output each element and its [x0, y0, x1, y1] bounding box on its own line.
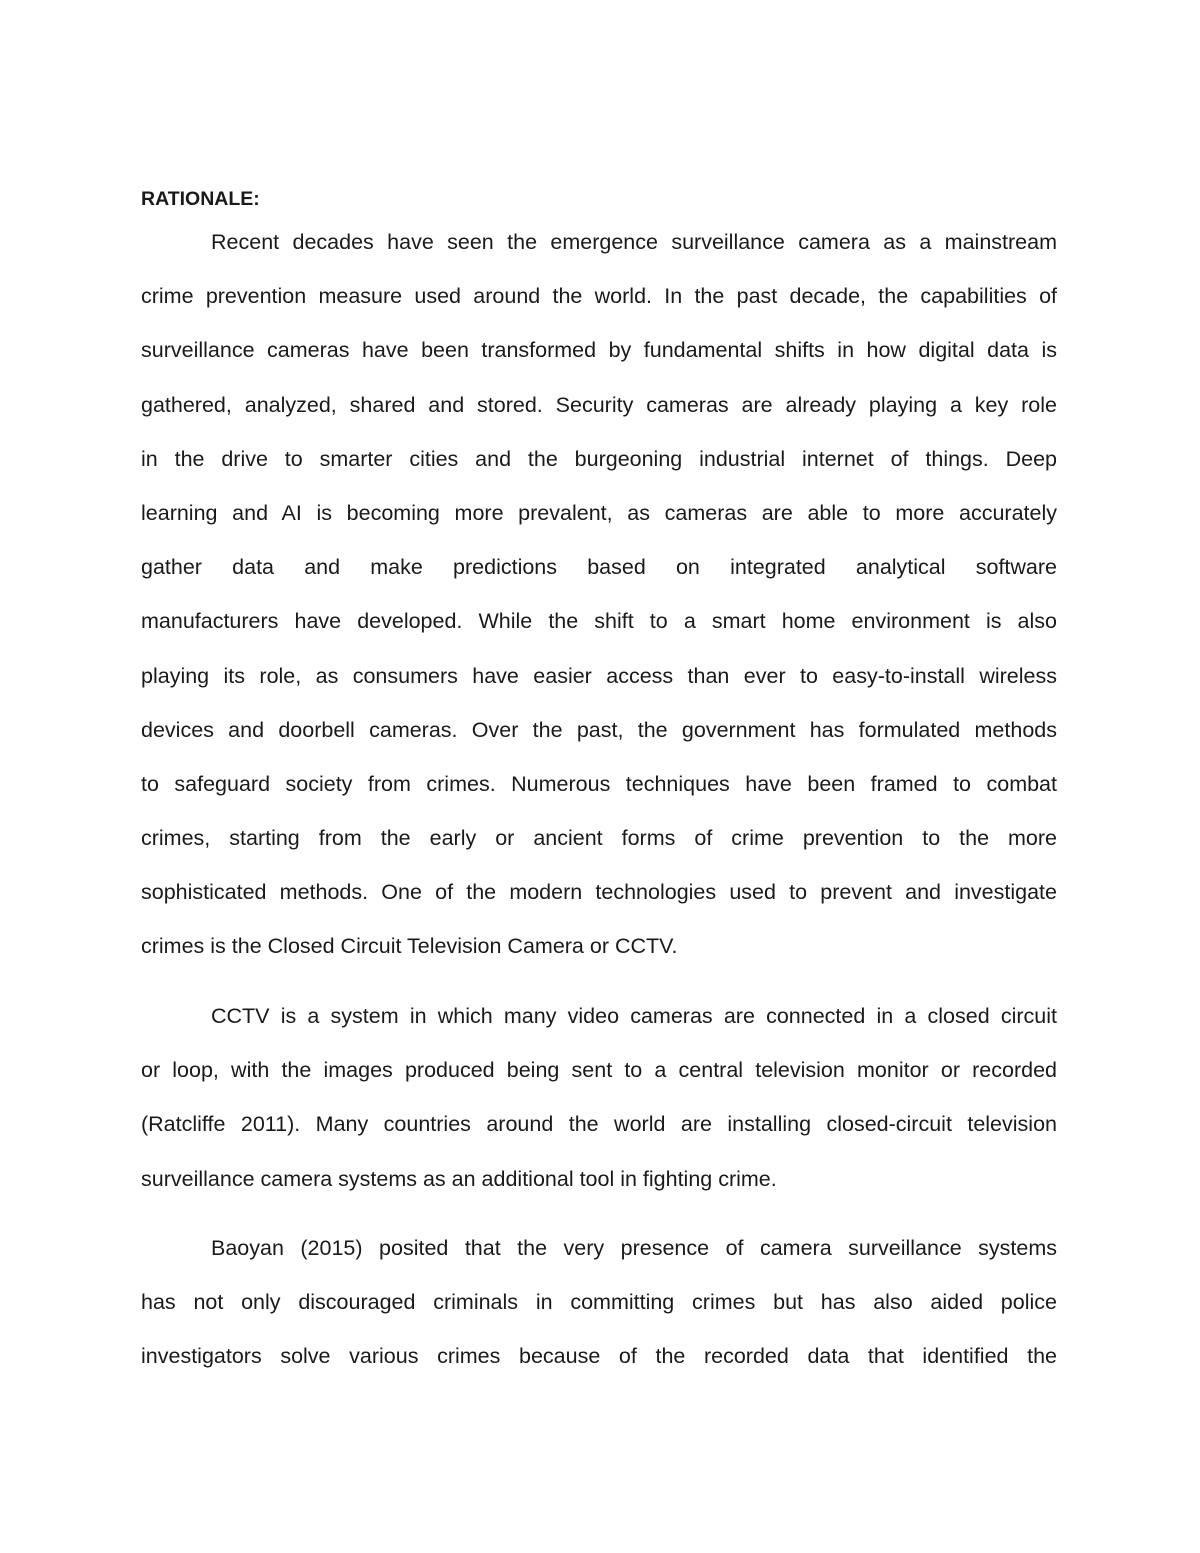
paragraph-line: or loop, with the images produced being sent to a central television monitor or recorded	[141, 1058, 1057, 1083]
paragraph-line: CCTV is a system in which many video cameras are connected in a closed circuit	[211, 1004, 1057, 1028]
paragraph-line: (Ratcliffe 2011). Many countries around the world are installing closed-circuit television	[141, 1112, 1057, 1137]
paragraph-line: manufacturers have developed. While the shift to a smart home environment is also	[141, 609, 1057, 634]
paragraph-line: Baoyan (2015) posited that the very presence of camera surveillance systems	[211, 1236, 1057, 1260]
paragraph-line: learning and AI is becoming more prevalent, as cameras are able to more accurately	[141, 500, 1057, 525]
paragraph-line: has not only discouraged criminals in committing crimes but has also aided police	[141, 1290, 1057, 1315]
paragraph-line: crimes is the Closed Circuit Television Camera or CCTV.	[141, 934, 678, 959]
paragraph-line: gather data and make predictions based on integrated analytical software	[141, 555, 1057, 580]
paragraph-line: sophisticated methods. One of the modern technologies used to prevent and investigate	[141, 880, 1057, 905]
section-heading: RATIONALE:	[141, 188, 260, 210]
paragraph-line: in the drive to smarter cities and the burgeoning industrial internet of things. Deep	[141, 446, 1057, 471]
paragraph-line: Recent decades have seen the emergence surveillance camera as a mainstream	[211, 230, 1057, 254]
paragraph-line: playing its role, as consumers have easier access than ever to easy-to-install wireless	[141, 663, 1057, 688]
paragraph-line: surveillance cameras have been transformed by fundamental shifts in how digital data is	[141, 338, 1057, 363]
paragraph-line: devices and doorbell cameras. Over the past, the government has formulated methods	[141, 717, 1057, 742]
paragraph-line: surveillance camera systems as an additional tool in fighting crime.	[141, 1166, 777, 1191]
paragraph-2	[141, 989, 1057, 1206]
paragraph-3	[141, 1221, 1057, 1384]
paragraph-line: crimes, starting from the early or ancient forms of crime prevention to the more	[141, 826, 1057, 851]
paragraph-line: investigators solve various crimes because of the recorded data that identified the	[141, 1344, 1057, 1369]
paragraph-line: crime prevention measure used around the world. In the past decade, the capabilities of	[141, 284, 1057, 309]
paragraph-1	[141, 215, 1057, 974]
paragraph-line: to safeguard society from crimes. Numerous techniques have been framed to combat	[141, 771, 1057, 796]
paragraph-line: gathered, analyzed, shared and stored. Security cameras are already playing a key role	[141, 392, 1057, 417]
